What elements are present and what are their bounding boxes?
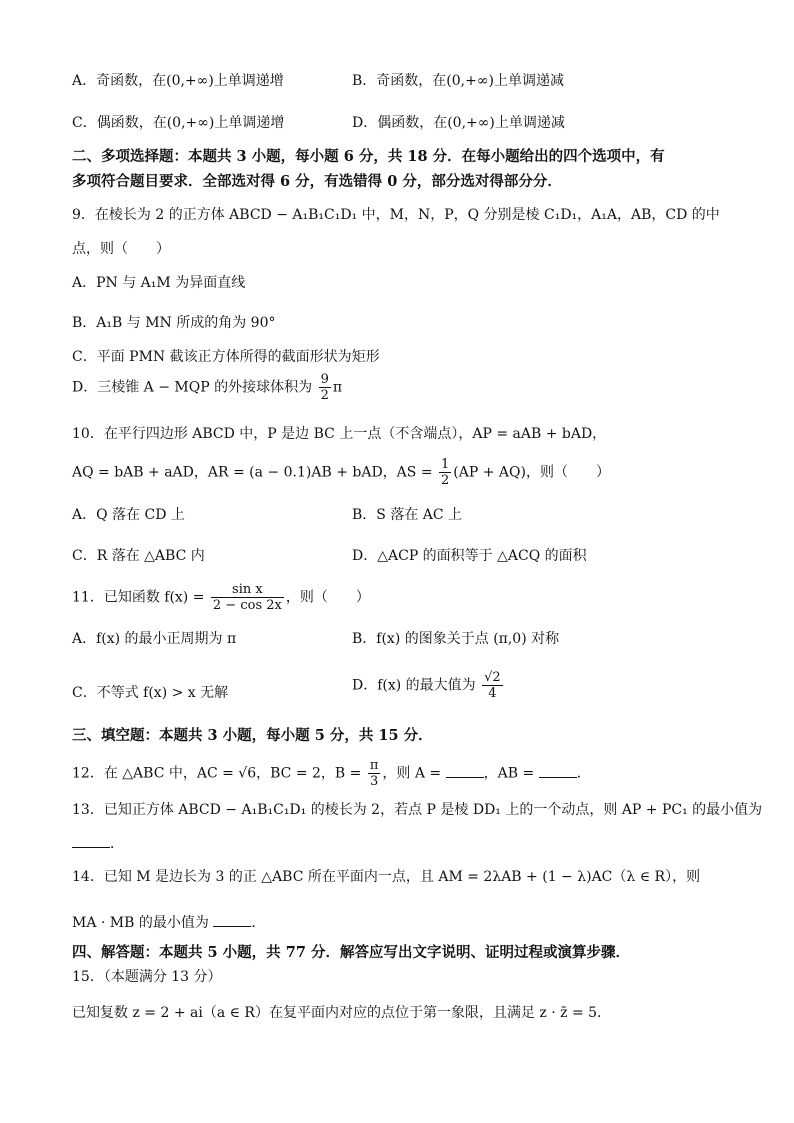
q12-stem [72,758,591,789]
section2-heading-line1: 二、多项选择题：本题共 3 小题，每小题 6 分，共 18 分．在每小题给出的四个选项中，有 [72,148,665,165]
q14-stem: 14．已知 M 是边长为 3 的正 △ABC 所在平面内一点，且 AM = 2λAB + (1 − λ)AC（λ ∈ R），则 [72,869,701,885]
q11-function-fraction [211,582,284,613]
q8-option-c: C．偶函数，在(0,+∞)上单调递增 [72,115,285,131]
q8-option-b: B．奇函数，在(0,+∞)上单调递减 [352,73,564,89]
q9-option-d-text: D．三棱锥 A − MQP 的外接球体积为 [72,379,313,396]
q12-denominator: 3 [369,774,379,789]
section3-heading: 三、填空题：本题共 3 小题，每小题 5 分，共 15 分． [72,727,433,744]
q13-answer-line [72,833,124,853]
q14-answer-blank[interactable] [213,912,251,927]
q12-answer-blank-a[interactable] [446,763,484,778]
q9-option-c: C．平面 PMN 截该正方体所得的截面形状为矩形 [72,349,380,365]
q15-stem: 已知复数 z = 2 + ai（a ∈ R）在复平面内对应的点位于第一象限，且满足 z · z̄ = 5． [72,1005,612,1021]
q11-option-d-text: D．f(x) 的最大值为 [352,677,476,694]
q12-numerator: π [369,758,379,773]
q12-answer-blank-ab[interactable] [539,763,577,778]
q9-stem-line2: 点，则（ ） [72,241,170,257]
q14-line2 [72,912,265,932]
q9-option-d-fraction [319,372,331,403]
q11-option-b: B．f(x) 的图象关于点 (π,0) 对称 [352,631,560,647]
q8-option-d: D．偶函数，在(0,+∞)上单调递减 [352,115,565,131]
section4-heading: 四、解答题：本题共 5 小题，共 77 分．解答应写出文字说明、证明过程或演算步骤． [72,944,630,961]
q10-stem-line2 [72,457,610,488]
q13-stem: 13．已知正方体 ABCD − A₁B₁C₁D₁ 的棱长为 2，若点 P 是棱 DD₁ 上的一个动点，则 AP + PC₁ 的最小值为 [72,802,763,818]
q8-option-a: A．奇函数，在(0,+∞)上单调递增 [72,73,284,89]
q10-option-a: A．Q 落在 CD 上 [72,507,185,523]
q12-stem-mid2: ，AB = [483,765,535,782]
q9-option-b: B．A₁B 与 MN 所成的角为 90° [72,315,276,331]
q10-option-d: D．△ACP 的面积等于 △ACQ 的面积 [352,548,587,564]
q11-numerator: sin x [211,582,284,598]
q10-option-b: B．S 落在 AC 上 [352,507,463,523]
q10-stem-line2-part1: AQ = bAB + aAD，AR = (a − 0.1)AB + bAD，AS = [72,464,433,481]
q9-option-d-pi: π [332,379,343,396]
q12-angle-fraction [368,758,381,789]
q14-stem-end: ． [251,915,266,931]
section2-heading-line2: 多项符合题目要求．全部选对得 6 分，有选错得 0 分，部分选对得部分分． [72,173,562,190]
q9-option-a: A．PN 与 A₁M 为异面直线 [72,275,246,291]
q11-option-d-fraction [482,670,503,701]
q9-option-d-numerator: 9 [320,372,329,387]
q10-half-numerator: 1 [441,457,450,472]
q12-stem-pre: 12．在 △ABC 中，AC = √6，BC = 2，B = [72,765,362,782]
q14-line2-text: MA · MB 的最小值为 [72,915,209,931]
q12-stem-end: ． [576,765,591,782]
q10-half-fraction [439,457,451,488]
q13-stem-end: ． [110,836,124,852]
q11-option-d [352,670,505,701]
q11-option-a: A．f(x) 的最小正周期为 π [72,631,237,647]
q11-stem-pre: 11．已知函数 f(x) = [72,589,205,606]
q11-option-d-numerator: √2 [484,670,501,685]
q10-stem-line2-part2: (AP + AQ)，则（ ） [453,464,610,481]
q11-stem [72,582,370,613]
q9-option-d [72,372,342,403]
q11-option-c: C．不等式 f(x) > x 无解 [72,685,229,701]
q12-stem-mid: ，则 A = [382,765,442,782]
q11-stem-post: ，则（ ） [285,589,370,606]
q10-option-c: C．R 落在 △ABC 内 [72,548,205,564]
q9-stem-line1: 9．在棱长为 2 的正方体 ABCD − A₁B₁C₁D₁ 中，M，N，P，Q 分别是棱 C₁D₁，A₁A，AB，CD 的中 [72,207,720,223]
q15-title: 15．（本题满分 13 分） [72,969,222,985]
q9-option-d-denominator: 2 [320,388,329,403]
q11-option-d-denominator: 4 [488,686,497,701]
q10-half-denominator: 2 [441,473,450,488]
q10-stem-line1: 10．在平行四边形 ABCD 中，P 是边 BC 上一点（不含端点），AP = aAB + bAD， [72,426,607,442]
q13-answer-blank[interactable] [72,833,110,848]
q11-denominator: 2 − cos 2x [212,598,282,613]
